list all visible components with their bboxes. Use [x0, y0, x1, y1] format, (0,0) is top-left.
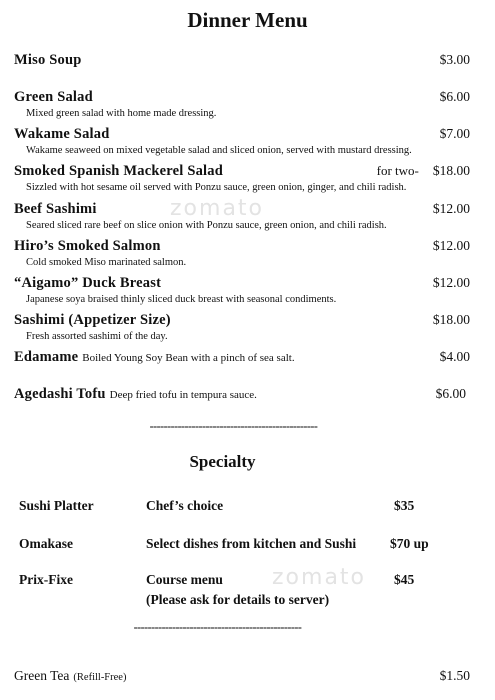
watermark: zomato — [272, 565, 367, 590]
item-description: Cold smoked Miso marinated salmon. — [26, 257, 187, 268]
item-description: Wakame seaweed on mixed vegetable salad and sliced onion, served with mustard dressing. — [26, 145, 412, 156]
specialty-description-note: (Please ask for details to server) — [146, 592, 330, 607]
menu-item — [14, 163, 470, 193]
item-price: $1.50 — [439, 668, 470, 683]
item-description: Deep fried tofu in tempura sauce. — [109, 389, 257, 401]
menu-item — [14, 312, 470, 342]
item-name: Wakame Salad — [14, 126, 110, 142]
item-price: $12.00 — [432, 201, 470, 216]
specialty-name: Prix-Fixe — [19, 572, 73, 587]
menu-item — [14, 201, 470, 231]
item-name: Smoked Spanish Mackerel Salad — [14, 163, 223, 179]
item-price: $3.00 — [439, 52, 470, 67]
item-price: $6.00 — [435, 386, 466, 401]
item-description: Boiled Young Soy Bean with a pinch of sea salt. — [82, 352, 295, 364]
item-name: Edamame Boiled Young Soy Bean with a pinch of sea salt. — [14, 349, 295, 365]
specialty-description: Course menu — [146, 572, 223, 587]
item-price: $12.00 — [432, 275, 470, 290]
menu-item — [14, 89, 470, 119]
item-description: Fresh assorted sashimi of the day. — [26, 331, 168, 342]
item-price: $18.00 — [432, 312, 470, 327]
menu-item — [14, 52, 470, 69]
item-description: Japanese soya braised thinly sliced duck breast with seasonal condiments. — [26, 294, 337, 305]
item-name: Hiro’s Smoked Salmon — [14, 238, 161, 254]
page-title: Dinner Menu — [187, 8, 308, 32]
item-description: Mixed green salad with home made dressing. — [26, 108, 217, 119]
item-name: Green Salad — [14, 89, 93, 105]
item-name: Agedashi Tofu Deep fried tofu in tempura sauce. — [14, 386, 257, 402]
specialty-price: $35 — [394, 498, 415, 513]
menu-item — [14, 275, 470, 305]
item-description: Seared sliced rare beef on slice onion with Ponzu sauce, green onion, and chili radish. — [26, 220, 387, 231]
menu-item — [14, 238, 470, 268]
item-price: $18.00 — [432, 163, 470, 178]
menu-item — [14, 126, 470, 156]
specialty-price: $45 — [394, 572, 415, 587]
menu-item — [14, 349, 470, 366]
item-name: Green Tea (Refill-Free) — [14, 668, 127, 683]
specialty-price: $70 up — [390, 536, 429, 551]
item-name: “Aigamo” Duck Breast — [14, 275, 162, 291]
item-name: Sashimi (Appetizer Size) — [14, 312, 171, 328]
item-name: Beef Sashimi — [14, 201, 97, 217]
item-price: $4.00 — [439, 349, 470, 364]
menu-item — [14, 386, 470, 403]
watermark: zomato — [170, 196, 265, 221]
divider: ------------------------------------------------ — [149, 419, 318, 433]
item-description: Sizzled with hot sesame oil served with Ponzu sauce, green onion, ginger, and chili radish. — [26, 182, 407, 193]
item-name: Miso Soup — [14, 52, 82, 68]
specialty-title: Specialty — [189, 452, 256, 471]
specialty-name: Sushi Platter — [19, 498, 94, 513]
specialty-name: Omakase — [19, 536, 73, 551]
item-note: for two- — [376, 163, 419, 178]
item-price: $7.00 — [439, 126, 470, 141]
specialty-description: Chef’s choice — [146, 498, 224, 513]
item-price: $12.00 — [432, 238, 470, 253]
specialty-description: Select dishes from kitchen and Sushi — [146, 536, 357, 551]
footer-item — [14, 667, 470, 685]
divider: ------------------------------------------------ — [133, 620, 302, 634]
item-price: $6.00 — [439, 89, 470, 104]
item-note: (Refill-Free) — [73, 672, 127, 683]
